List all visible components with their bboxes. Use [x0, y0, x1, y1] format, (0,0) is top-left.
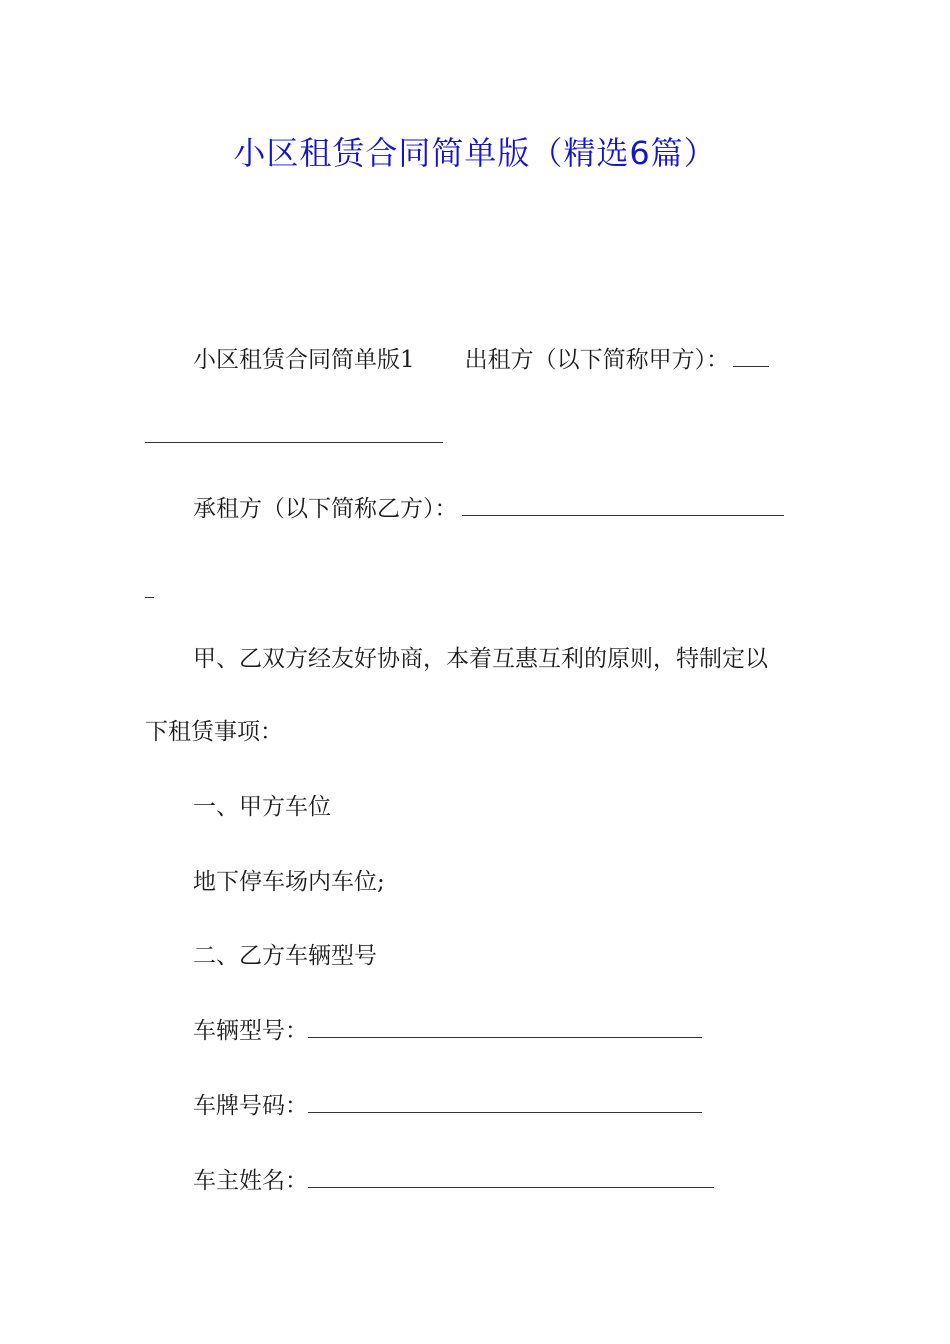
vehicle-model-blank: [308, 1019, 702, 1038]
plate-number-blank: [308, 1094, 702, 1113]
lessee-line: [193, 494, 784, 524]
lessee-blank: [462, 497, 784, 516]
intro-line-2: 下租赁事项：: [145, 719, 283, 745]
vehicle-model-line: [193, 1016, 702, 1046]
section-2-title: 二、乙方车辆型号: [193, 943, 377, 969]
intro-line-1: 甲、乙双方经友好协商，本着互惠互利的原则，特制定以: [193, 646, 768, 672]
contract-heading: 小区租赁合同简单版1: [193, 347, 415, 373]
document-title: 小区租赁合同简单版（精选6篇）: [233, 134, 717, 172]
plate-number-line: [193, 1091, 702, 1121]
section-1-body: 地下停车场内车位;: [193, 869, 385, 895]
lessee-blank-continued: [145, 579, 154, 598]
plate-number-label: 车牌号码：: [193, 1093, 308, 1119]
owner-name-label: 车主姓名：: [193, 1168, 308, 1194]
lessor-label: 出租方（以下简称甲方）：: [464, 347, 730, 373]
lessor-blank-continued: [145, 424, 443, 443]
lessee-label: 承租方（以下简称乙方）：: [193, 496, 458, 522]
heading-lessor-line: [193, 345, 769, 375]
lessor-blank: [733, 348, 769, 367]
owner-name-blank: [308, 1169, 714, 1188]
section-1-title: 一、甲方车位: [193, 794, 331, 820]
vehicle-model-label: 车辆型号：: [193, 1018, 308, 1044]
owner-name-line: [193, 1166, 714, 1196]
